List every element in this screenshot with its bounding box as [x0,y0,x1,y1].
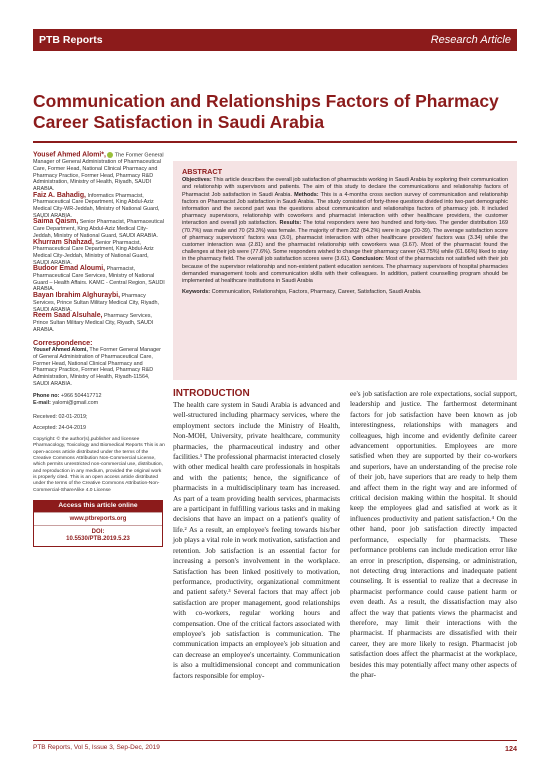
journal-header-bar [33,29,517,51]
journal-url-link[interactable]: www.ptbreports.org [34,512,162,526]
introduction-paragraph: ee's job satisfaction are role expectations, social support, leadership and justice. The farthermost determinant factors for job satisfaction have been known as job interestingness, relationships with managers and colleagues, high income and evidently definite career advancement opportunities. Employees are more satisfied when they are supported by their co-workers and superiors, have an understanding of the precise role of their job, have superiors that are ready to help them and affect them in the right way and are informed of critical decision making within the hospital. It should keep the employees glad and satisfied at work as it influences productivity and patient satisfaction.⁴ On the other hand, poor job satisfaction directly impacted performance, especially for pharmacists. These performance problems can include medication error like an error in prescription, dispensing, or administration, not detecting drug interactions and inadequate patient counseling. It is essential to realize that a decrease in pharmacist performance could cause patient harm or even death. As a result, the dissatisfaction may also affect the way that patients views the pharmacist and therefore, may limit their interactions with the pharmacist. If pharmacists are dissatisfied with their career, they are more likely to resign. Pharmacist job satisfaction does affect the pharmacist at the workplace, besides this may potentially affect many other aspects of the phar- [350,389,517,679]
copyright-notice: Copyright: © the author(s),publisher and licensee Pharmacology, Toxicology and Biomedical Reports This is an open-access article distributed under the terms of the Creative Commons Attribution Non-Commercial License, which permits unrestricted non-commercial use, distribution, and reproduction in any medium, provided the original work is properly cited. This is an open access article distributed under the terms of the Creative Commons Attribution-Non-Commercial-ShareAlike 4.0 License [33,437,165,493]
results-text: The total responders were two hundred and forty-two. The gender distribution 169 (70.7%) was male and 70 (29.3%) was female. The majority of them 202 (84.2%) were in age (20-39). The average satisfaction score of pharmacy supervisors' factors was (3.0), pharmacist interaction with other healthcare providers' factors was (3.34) while the customer interaction was (2.81) and the pharmacist relationship with coworkers was (3.67). Most of the pharmacist found the challenges at their job were (77.6%). Some responders wished to change their pharmacy career (43.75%) while (61.66%) liked to stay in the pharmacy field. The overall job satisfaction scores were (3.61). [182,220,509,263]
author-affiliation: Informatics Pharmacist, Pharmaceutical Care Department, King Abdul-Aziz Medical City-WR-Jeddah, Ministry of National Guard, SAUDI ARABIA. [33,192,160,219]
conclusion-text: Most of the pharmacists not satisfied with their job because of the supervisor relationship and non-existent patient education services. The pharmacy supervisors of hospital pharmacies demanded management tools and communication skills with their colleagues. In addition, patient counselling program should be implemented at healthcare institutions in Saudi Arabia [182,256,509,285]
accepted-date: Accepted: 24-04-2019 [33,425,87,432]
author-entry [33,219,165,239]
contact-email [33,400,165,407]
author-name: Budoor Emad Aloumi, [33,265,106,273]
received-date: Received: 02-01-2019; [33,413,88,420]
author-name: Reem Saad Alsuhale, [33,312,103,320]
footer-citation: PTB Reports, Vol 5, Issue 3, Sep-Dec, 2019 [33,744,160,751]
author-name: Saima Qaism, [33,218,79,226]
author-affiliation: Senior Pharmacist, Pharmaceutical Care Department, King Abdul-Aziz Medical City-Jeddah, Ministry of National Guard, SAUDI ARABIA. [33,219,164,239]
author-affiliation: Pharmacist, Pharmaceutical Care Services, Ministry of National Guard – Health Affairs. KAMC - Central Region, SAUDI ARABIA. [33,266,165,293]
doi-value: 10.5530/PTB.2019.5.23 [66,535,130,542]
author-entry [33,266,165,293]
results-label: Results: [279,220,302,227]
title-divider [33,141,517,143]
phone-number: +966 504417712 [60,393,102,400]
article-title: Communication and Relationships Factors of Pharmacy Career Satisfaction in Saudi Arabia [33,91,499,132]
orcid-icon[interactable] [107,152,113,158]
author-entry [33,152,165,193]
abstract-body [182,177,508,285]
author-name: Yousef Ahmed Alomi*, [33,151,106,159]
article-type: Research Article [430,34,511,46]
access-online-box [33,500,163,547]
author-entry [33,313,165,333]
correspondence-heading: Correspondence: [33,338,93,348]
author-affiliation: The Former General Manager of General Administration of Pharmaceutical Care, Former Head, National Clinical Pharmacy and Pharmacy Practice, Former Head, Pharmacy R&D Administration, Ministry of Health, Riyadh, SAUDI ARABIA. [33,152,164,192]
author-name: Bayan Ibrahim Alghuraybi, [33,292,121,300]
email-address[interactable]: yalomi@gmail.com [52,400,99,407]
keywords-label: Keywords: [182,289,211,296]
author-affiliation: Senior Pharmacist, Pharmaceutical Care Department, King Abdul-Aziz Medical City-Jeddah, Ministry of National Guard, SAUDI ARABIA. [33,239,154,266]
objectives-label: Objectives: [182,177,212,184]
phone-label: Phone no: [33,393,60,400]
author-name: Khurram Shahzad, [33,238,94,246]
introduction-column-2 [350,389,517,680]
correspondence-name: Yousef Ahmed Alomi, [33,347,88,354]
methods-label: Methods: [294,191,319,198]
correspondence-affiliation: The Former General Manager of General Administration of Pharmaceutical Care, Former Head, National Clinical Pharmacy and Pharmacy Practice, Former Head, Pharmacy R&D Administration, Ministry of Health, Riyadh-11564, SAUDI ARABIA. [33,347,161,387]
author-affiliation: Pharmacy Services, Prince Sultan Military Medical City, Riyadh, SAUDI ARABIA. [33,313,154,333]
introduction-column-1 [173,400,340,681]
abstract-box [173,161,517,380]
objectives-text: This article describes the overall job satisfaction of pharmacists working in Saudi Arabia by exploring their communication and relationship with supervisors and patients. The aim of this study to declare the communications and relationship factors of Pharmacist Job satisfaction in Saudi Arabia. [182,177,508,198]
journal-name: PTB Reports [39,34,103,46]
author-entry [33,240,165,267]
correspondence-block [33,347,165,387]
introduction-heading: INTRODUCTION [173,388,250,399]
keywords-line [182,289,508,296]
abstract-heading: ABSTRACT [182,167,223,176]
author-entry [33,193,165,220]
footer-divider [33,740,517,741]
keywords-text: Communication, Relationships, Factors, Pharmacy, Career, Satisfaction, Saudi Arabia. [211,289,422,296]
conclusion-label: Conclusion: [352,256,384,263]
author-entry [33,293,165,313]
page-footer [33,744,517,753]
page-number: 124 [505,744,517,753]
doi-label: DOI: [91,529,105,536]
history-dates [33,414,165,432]
methods-text: This is a 4-months cross section survey of communication and relationship factors on Pharmacist Job satisfaction in Saudi Arabia. The study consisted of forty-three questions divided into two-part demographic information and the second part was the questions about communication and relationships factors of pharmacy job. It included pharmacy supervisors, relationship with coworkers and pharmacist interaction with other healthcare providers, the customer interaction and overall job satisfaction. [182,191,508,227]
author-column [33,152,165,547]
introduction-paragraph: The health care system in Saudi Arabia is advanced and well-structured including pharmacy services, where the employment sectors include the Ministry of Health, Non-MOH, University, private healthcare, community pharmacies, the pharmaceutical industry and other facilities.¹ The professional pharmacist interacted closely with other medical health care professionals in hospitals and with the patients; hence, the significance of pharmacists in a multidisciplinary team has increased. As part of a team providing health services, pharmacists are a participant in fulfilling various tasks and in making decisions that have an impact on a patient's quality of life.² As a result, an employee's feeling towards his/her job plays a vital role in work motivation, satisfaction and retention. Job satisfaction is an essential factor for increasing a person's involvement in the workplace. Satisfaction has been linked positively to motivation, performance, productivity, organizational commitment and patient safety.³ Several factors that may affect job satisfaction are proper management, good relationships with co-workers, regular working hours and compensation. One of the critical factors associated with employee's job satisfaction is communication. The communication impacts an employee's job situation and can decrease an employee's uncertainty. Communication is also a multidimensional concept and communication factors responsible for employ- [173,400,340,680]
author-affiliation: Pharmacy Services, Prince Sultan Military Medical City, Riyadh, SAUDI ARABIA. [33,293,160,313]
email-label: E-mail: [33,400,51,407]
access-online-heading: Access this article online [34,501,162,512]
author-name: Faiz A. Bahadig, [33,191,86,199]
doi-block[interactable] [34,525,162,545]
contact-phone [33,393,165,400]
